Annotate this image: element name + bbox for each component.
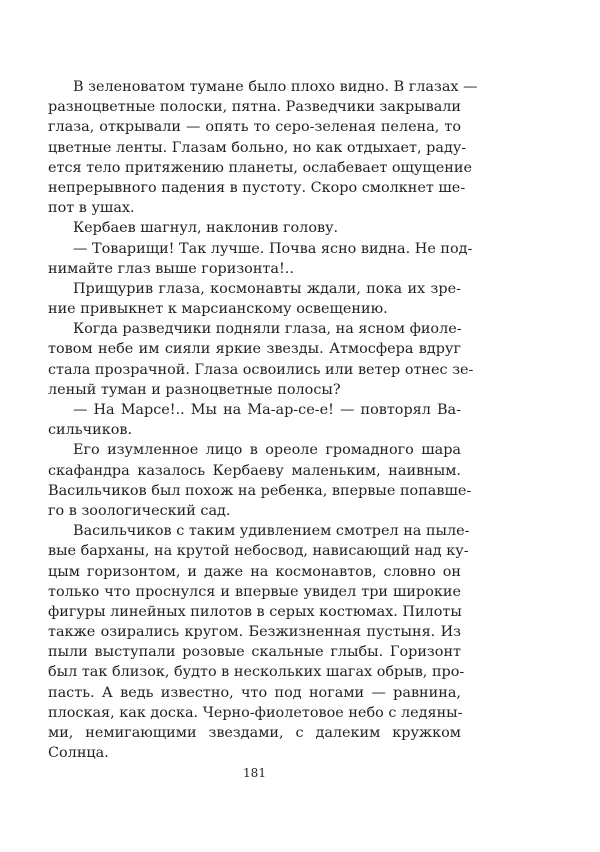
text-line: плоская, как доска. Черно-фиолетовое небо с ледяны- (48, 704, 463, 721)
text-line: цым горизонтом, и даже на космонавтов, словно он (48, 563, 461, 580)
text-line: стала прозрачной. Глаза освоились или ветер отнес зе- (48, 361, 474, 378)
text-line: нимайте глаз выше горизонта!.. (48, 260, 294, 277)
text-line: сильчиков. (48, 422, 133, 439)
body-text (48, 77, 478, 763)
text-line: леный туман и разноцветные полосы? (48, 381, 341, 398)
text-line: пыли выступали розовые скальные глыбы. Горизонт (48, 644, 461, 661)
text-line: Прищурив глаза, космонавты ждали, пока их зре- (73, 280, 461, 297)
text-line: фигуры линейных пилотов в серых костюмах. Пилоты (48, 603, 462, 620)
text-line: В зеленоватом тумане было плохо видно. В глазах — (73, 79, 478, 95)
text-line: ние привыкнет к марсианскому освещению. (48, 301, 388, 318)
text-line: непрерывного падения в пустоту. Скоро смолкнет ше- (48, 179, 466, 196)
text-line: Когда разведчики подняли глаза, на ясном фиоле- (73, 321, 462, 338)
text-line: Его изумленное лицо в ореоле громадного шара (73, 442, 461, 459)
text-line: ется тело притяжению планеты, ослабевает ощущение (48, 159, 472, 176)
text-line: цветные ленты. Глазам больно, но как отдыхает, раду- (48, 139, 467, 156)
page-number: 181 (243, 766, 266, 780)
text-line: глаза, открывали — опять то серо-зеленая пелена, то (48, 119, 461, 136)
text-line: Солнца. (48, 745, 109, 762)
text-line: вые барханы, на крутой небосвод, нависающий над ку- (48, 543, 469, 560)
text-line: только что проснулся и впервые увидел три широкие (48, 583, 461, 600)
text-line: Васильчиков был похож на ребенка, впервые попавше- (48, 482, 472, 499)
text-line: товом небе им сияли яркие звезды. Атмосфера вдруг (48, 341, 461, 358)
text-line: — На Марсе!.. Мы на Ма-ар-се-е! — повторял Ва- (73, 402, 461, 418)
text-line: — Товарищи! Так лучше. Почва ясно видна. Не под- (73, 240, 473, 257)
text-line: пот в ушах. (48, 200, 135, 217)
text-line: также озирались кругом. Безжизненная пустыня. Из (48, 624, 461, 641)
text-line: Кербаев шагнул, наклонив голову. (73, 220, 339, 237)
text-line: ми, немигающими звездами, с далеким кружком (48, 725, 461, 741)
text-line: разноцветные полоски, пятна. Разведчики закрывали (48, 99, 462, 116)
text-line: пасть. А ведь известно, что под ногами — равнина, (48, 684, 461, 701)
text-line: Васильчиков с таким удивлением смотрел на пыле- (73, 523, 470, 540)
text-line: го в зоологический сад. (48, 502, 231, 519)
text-line: скафандра казалось Кербаеву маленьким, наивным. (48, 462, 461, 479)
text-line: был так близок, будто в нескольких шагах обрыв, про- (48, 664, 465, 681)
